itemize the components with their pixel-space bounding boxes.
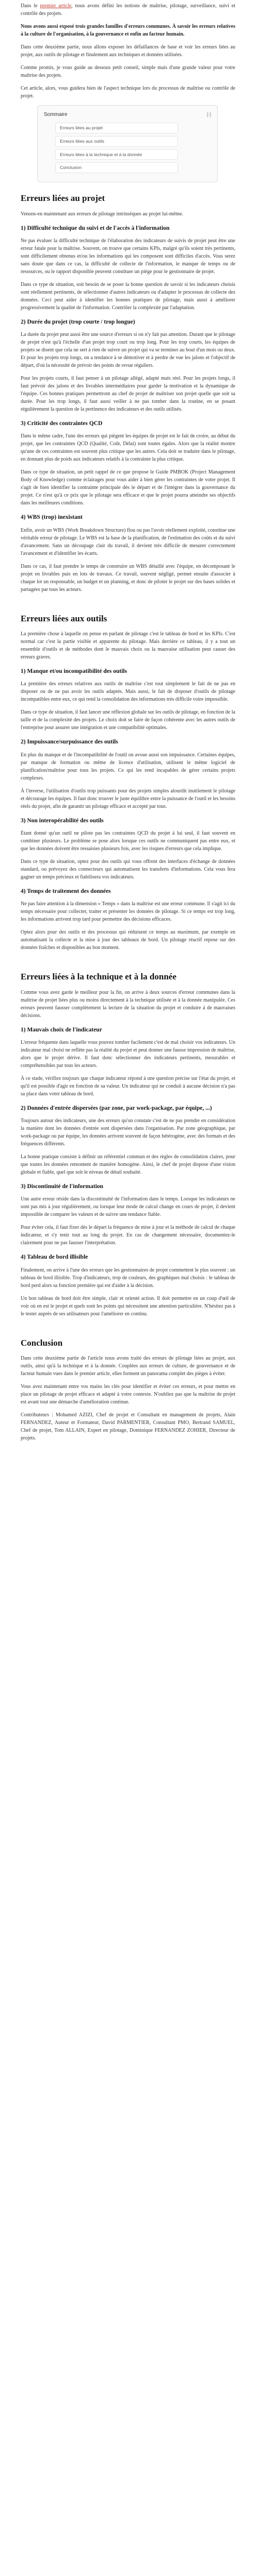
subsection-title: 3) Criticité des contraintes QCD bbox=[21, 420, 103, 427]
toc-toggle-button[interactable]: [-] bbox=[207, 111, 211, 117]
paragraph: Ne pas faire attention à la dimension « Temps » dans la maîtrise est une erreur commune. Il s'agit ici du temps nécessaire pour collecter, traiter et présenter les données de pilotage. Si ce temps est trop long, les informations arrivent trop tard pour permettre des décisions efficaces. bbox=[21, 901, 235, 922]
intro-paragraph-4: Comme promis, je vous guide au dessous petit conseil, simple mais d'une grande valeur pour votre maîtrise des projets. bbox=[21, 65, 235, 78]
paragraph: À ce stade, vérifiez toujours que chaque indicateur répond à une question précise sur l'état du projet, et qu'il est possible d'agir en fonction de sa valeur. Un indicateur qui ne conduit à aucune décision n'a pas sa place dans votre tableau de bord. bbox=[21, 1075, 235, 1097]
subsection-title: 1) Difficulté technique du suivi et de l'accès à l'information bbox=[21, 225, 170, 231]
subsection-title: 4) Tableau de bord illisible bbox=[21, 1254, 88, 1261]
paragraph: Dans cette deuxième partie de l'article nous avons traité des erreurs de pilotage liées au projet, aux outils, ainsi qu'à la technique et à la donnée. Couplées aux erreurs de culture, de gouvernance et de facteur humain vues dans le premier article, elles forment un panorama complet des pièges à éviter. bbox=[21, 1355, 235, 1377]
table-of-contents bbox=[37, 105, 218, 182]
toc-item-outils[interactable]: Erreurs liées aux outils bbox=[55, 136, 178, 147]
intro-text: Dans le bbox=[21, 3, 40, 9]
paragraph: Dans ce type de situation, soit besoin de se poser la bonne question de savoir si les indicateurs choisis sont réellement pertinents, de sélectionner d'autres indicateurs ou d'adapter le processus de collecte des données. Ceci peut aider à identifier les bonnes pratiques de pilotage, mais aussi à améliorer progressivement la qualité de l'information. Contrôler la complexité par l'adaptation. bbox=[21, 281, 235, 311]
section-title-outils: Erreurs liées aux outils bbox=[21, 613, 107, 623]
paragraph: Dans ce type de situation, optez pour des outils qui vous offrent des interfaces d'échange de données standard, ou prévoyez des connecteurs qui automatisent les transferts d'informations. Cela vous fera gagner un temps précieux et fiabilisera vos indicateurs. bbox=[21, 858, 235, 880]
paragraph: Une autre erreur réside dans la discontinuité de l'information dans le temps. Lorsque les indicateurs ne sont pas mis à jour régulièrement, ou lorsque leur mode de calcul change en cours de projet, il devient impossible de comparer les valeurs et de suivre une tendance fiable. bbox=[21, 1196, 235, 1218]
paragraph: Toujours autour des indicateurs, une des erreurs qu'on constate c'est de ne pas prendre en considération la manière dont les données d'entrée sont dispersées dans l'organisation. Par zone géographique, par work-package ou par équipe, les données arrivent souvent de façon hétérogène, avec des formats et des fréquences différents. bbox=[21, 1118, 235, 1147]
paragraph: Dans le même cadre, l'une des erreurs qui piègent les équipes de projet est le fait de croire, au début du projet, que les contraintes QCD (Qualité, Coût, Délai) sont toutes égales. Alors que la réalité montre qu'une de ces contraintes est souvent plus critique que les autres. Cela doit se traduire dans le pilotage, en donnant plus de poids aux indicateurs relatifs à la contrainte la plus critique. bbox=[21, 433, 235, 463]
paragraph: Étant donné qu'un outil ne pilote pas les contraintes QCD du projet à lui seul, il faut souvent en combiner plusieurs. Le problème se pose alors lorsque ces outils ne communiquent pas entre eux, et que les données doivent être ressaisies plusieurs fois, avec les risques d'erreurs que cela implique. bbox=[21, 830, 235, 852]
article-body bbox=[21, 0, 235, 1447]
paragraph: Pour éviter cela, il faut fixer dès le départ la fréquence de mise à jour et la méthode de calcul de chaque indicateur, et s'y tenir tout au long du projet. En cas de changement nécessaire, documentez-le clairement pour ne pas fausser l'interprétation. bbox=[21, 1225, 235, 1246]
intro-paragraph-5: Cet article, alors, vous guidera bien de l'aspect technique lors du processus de maîtrise ou contrôle de projet. bbox=[21, 86, 235, 99]
paragraph: La première des erreurs relatives aux outils de maîtrise c'est tout simplement le fait de ne pas en disposer ou de ne pas avoir les outils adaptés. Mais aussi, le fait de disposer d'outils de pilotage incompatibles entre eux, ce qui rend la consolidation des informations très difficile voire impossible. bbox=[21, 681, 235, 703]
paragraph: En plus du manque et de l'incompatibilité de l'outil on avoue aussi son impuissance. Certaines équipes, par manque de formation ou même de licence d'utilisation, utilisent le même logiciel de planification/maîtrise pour tous les projets. Ce qui les rend incapables de gérer certains projets complexes. bbox=[21, 752, 235, 781]
paragraph: La bonne pratique consiste à définir un référentiel commun et des règles de consolidation claires, pour que toutes les données remontent de manière homogène. Ainsi, le chef de projet dispose d'une vision globale et fiable, quel que soit le niveau de détail souhaité. bbox=[21, 1154, 235, 1175]
toc-item-technique[interactable]: Erreurs liées à la technique et à la donnée bbox=[55, 149, 178, 160]
intro-paragraph-1 bbox=[21, 2, 235, 18]
section-intro: Comme vous avez garde le meilleur pour la fin, on arrive à deux sources d'erreur communes dans la maîtrise de projet liées plus ou moins directement à la technique utilisée et à la donnée manipulée. Ces erreurs peuvent fausser complètement la lecture de la situation du projet et conduire à de mauvaises décisions. bbox=[21, 989, 235, 1019]
subsection-title: 4) WBS (trop) inexistant bbox=[21, 514, 83, 521]
contributors-paragraph: Contributeurs : Mohamed AZIZI, Chef de projet et Consultant en management de projets, Alain FERNANDEZ, Auteur et Formateur, David PARMENTIER, Consultant PMO, Bertrand SAMUEL, Chef de projet, Tom ALLAIN, Expert en pilotage, Dominique FERNANDEZ ZOHIER, Directeur de projets. bbox=[21, 1412, 235, 1441]
toc-item-conclusion[interactable]: Conclusion bbox=[55, 162, 178, 173]
section-intro: Venons-en maintenant aux erreurs de pilotage intrinsèques au projet lui-même. bbox=[21, 211, 183, 217]
premier-article-link[interactable]: premier article bbox=[40, 3, 72, 9]
intro-text: , nous avons défini les notions de maîtrise, pilotage, surveillance, suivi et contrôle des projets. bbox=[21, 3, 235, 16]
intro-paragraph-3: Dans cette deuxième partie, nous allons exposer les défaillances de base et voir les erreurs liées au projet, aux outils de pilotage et finalement aux techniques et données utilisées. bbox=[21, 44, 235, 58]
section-title-projet: Erreurs liées au projet bbox=[21, 193, 105, 203]
paragraph: Ne pas évaluer la difficulté technique de l'élaboration des indicateurs de suivis de projet peut être une erreur fatale pour la maîtrise. Souvent, on trouve que certains KPIs, malgré qu'ils soient très pertinents, sont difficilement obtenus et/ou les informations qui les composent sont difficiles d'accès. Vous serez sans doute que dans ce cas, la difficulté de collecte de l'information, le manque de temps ou de ressources, ou le rapport disponible peuvent constituer un piège pour le gestionnaire de projet. bbox=[21, 238, 235, 275]
section-intro: La première chose à laquelle on pense en parlant de pilotage c'est le tableau de bord et les KPIs. C'est normal car c'est la partie visible et apparente du pilotage. Mais derrière ce tableau, il y a tout un ensemble d'outils et de méthodes dont le mauvais choix ou la mauvaise utilisation peut causer des erreurs graves. bbox=[21, 631, 235, 660]
subsection-title: 4) Temps de traitement des données bbox=[21, 888, 111, 894]
paragraph: Dans ce cas, il faut prendre le temps de construire un WBS détaillé avec l'équipe, en décomposant le projet en livrables puis en lots de travaux. Ce travail, souvent négligé, permet ensuite d'associer à chaque lot un responsable, un budget et un planning, et donc de piloter le projet sur des bases solides et partagées par tous les acteurs. bbox=[21, 563, 235, 592]
section-title-technique: Erreurs liées à la technique et à la donnée bbox=[21, 972, 176, 981]
paragraph: Dans ce type de situation, un petit rappel de ce que propose le Guide PMBOK (Project Management Body of Knowledge) comme éclairages pour vous aider à bien gérer les contraintes de votre projet. Il s'agit de bien identifier la contrainte principale dès le départ et de l'intégrer dans la gouvernance du projet. Ce n'est qu'à ce prix que le pilotage sera efficace et que le projet pourra atteindre ses objectifs dans les meilleures conditions. bbox=[21, 469, 235, 506]
paragraph: Finalement, on arrive à l'une des erreurs que les gestionnaires de projet commettent le plus souvent : un tableau de bord illisible. Trop d'indicateurs, trop de couleurs, des graphiques mal choisis : le tableau de bord perd alors sa fonction première qui est d'aider à la décision. bbox=[21, 1267, 235, 1289]
section-title-conclusion: Conclusion bbox=[21, 1337, 63, 1348]
subsection-title: 3) Discontinuité de l'information bbox=[21, 1183, 104, 1190]
paragraph: Enfin, avoir un WBS (Work Breakdown Structure) flou ou pas l'avoir réellement exploité, constitue une véritable erreur de pilotage. Le WBS est la base de la planification, de l'estimation des coûts et du suivi d'avancement. Sans un découpage clair du travail, il devient très difficile de mesurer correctement l'avancement et d'identifier les écarts. bbox=[21, 527, 235, 556]
paragraph: Un bon tableau de bord doit être simple, clair et orienté action. Il doit permettre en un coup d'œil de voir où en est le projet et quels sont les points qui nécessitent une attention particulière. N'hésitez pas à le tester auprès de ses utilisateurs pour l'améliorer en continu. bbox=[21, 1295, 235, 1317]
intro-bold-text: Nous avons aussi exposé trois grandes familles d'erreurs communes. À savoir les erreurs relatives à la culture de l'organisation, à la gouvernance et enfin au facteur humain. bbox=[21, 24, 235, 37]
paragraph: Vous avez maintenant entre vos mains les clés pour identifier et éviter ces erreurs, et pour mettre en place un pilotage de projet efficace et adapté à votre contexte. N'oubliez pas que la maîtrise de projet est avant tout une démarche d'amélioration continue. bbox=[21, 1384, 235, 1405]
paragraph: Dans ce type de situation, il faut lancer une réflexion globale sur les outils de pilotage, en fonction de la taille et de la complexité des projets. Le choix doit se faire de façon cohérente avec les autres outils de l'entreprise pour assurer une intégration et une compatibilité optimales. bbox=[21, 709, 235, 731]
paragraph: Optez alors pour des outils et des processus qui réduisent ce temps au maximum, par exemple en automatisant la collecte et la mise à jour des tableaux de bord. Un pilotage réactif repose sur des données fraîches et disponibles au bon moment. bbox=[21, 929, 235, 951]
paragraph: Pour les projets courts, il faut penser à un pilotage allégé, adapté mais réel. Pour les projets longs, il faut prévoir des jalons et des livrables intermédiaires pour garder la motivation et la dynamique de l'équipe. Ces bonnes pratiques permettront au chef de projet de maîtriser son projet quelle que soit sa durée. Pour les trop longs, il faut aussi veiller à ne pas tomber dans la routine, en se posant régulièrement la question de la pertinence des indicateurs et des outils utilisés. bbox=[21, 376, 235, 412]
toc-item-projet[interactable]: Erreurs liées au projet bbox=[55, 123, 178, 133]
subsection-title: 2) Impuissance/surpuissance des outils bbox=[21, 739, 118, 745]
subsection-title: 2) Données d'entrée dispersées (par zone, par work-package, par équipe, ...) bbox=[21, 1105, 212, 1111]
toc-title: Sommaire bbox=[44, 112, 68, 117]
paragraph: La durée du projet peut aussi être une source d'erreurs si on n'y fait pas attention. Durant que le pilotage de projet n'est qu'à l'échelle d'un projet trop court ou trop long. Pour les trop courts, les équipes de projets se disent que cela ne sert à rien de suivre un projet qui va se terminer au bout d'un mois ou deux. Et pour les projets trop longs, on a tendance à se démotiver et à perdre de vue les jalons et l'objectif de départ, d'où la nécessité de prévoir des points de revue réguliers. bbox=[21, 332, 235, 368]
subsection-title: 3) Non interopérabilité des outils bbox=[21, 817, 104, 824]
paragraph: L'erreur fréquente dans laquelle vous pouvez tomber facilement c'est de mal choisir vos indicateurs. Un indicateur mal choisi ne reflète pas la réalité du projet et peut donner une fausse impression de maîtrise, alors que le projet dérive. Il faut donc sélectionner des indicateurs pertinents, mesurables et compréhensibles par tous les acteurs. bbox=[21, 1039, 235, 1069]
subsection-title: 2) Durée du projet (trop courte / trop longue) bbox=[21, 318, 135, 325]
toc-header bbox=[44, 111, 211, 118]
paragraph: À l'inverse, l'utilisation d'outils trop puissants pour des projets simples alourdit inutilement le pilotage et décourage les équipes. Il faut donc trouver le juste équilibre entre la puissance de l'outil et les besoins réels du projet, afin de garantir un pilotage efficace et accepté par tous. bbox=[21, 788, 235, 809]
subsection-title: 1) Mauvais choix de l'indicateur bbox=[21, 1026, 102, 1033]
subsection-title: 1) Manque et/ou incompatibilité des outils bbox=[21, 668, 127, 674]
intro-paragraph-2 bbox=[21, 23, 235, 38]
